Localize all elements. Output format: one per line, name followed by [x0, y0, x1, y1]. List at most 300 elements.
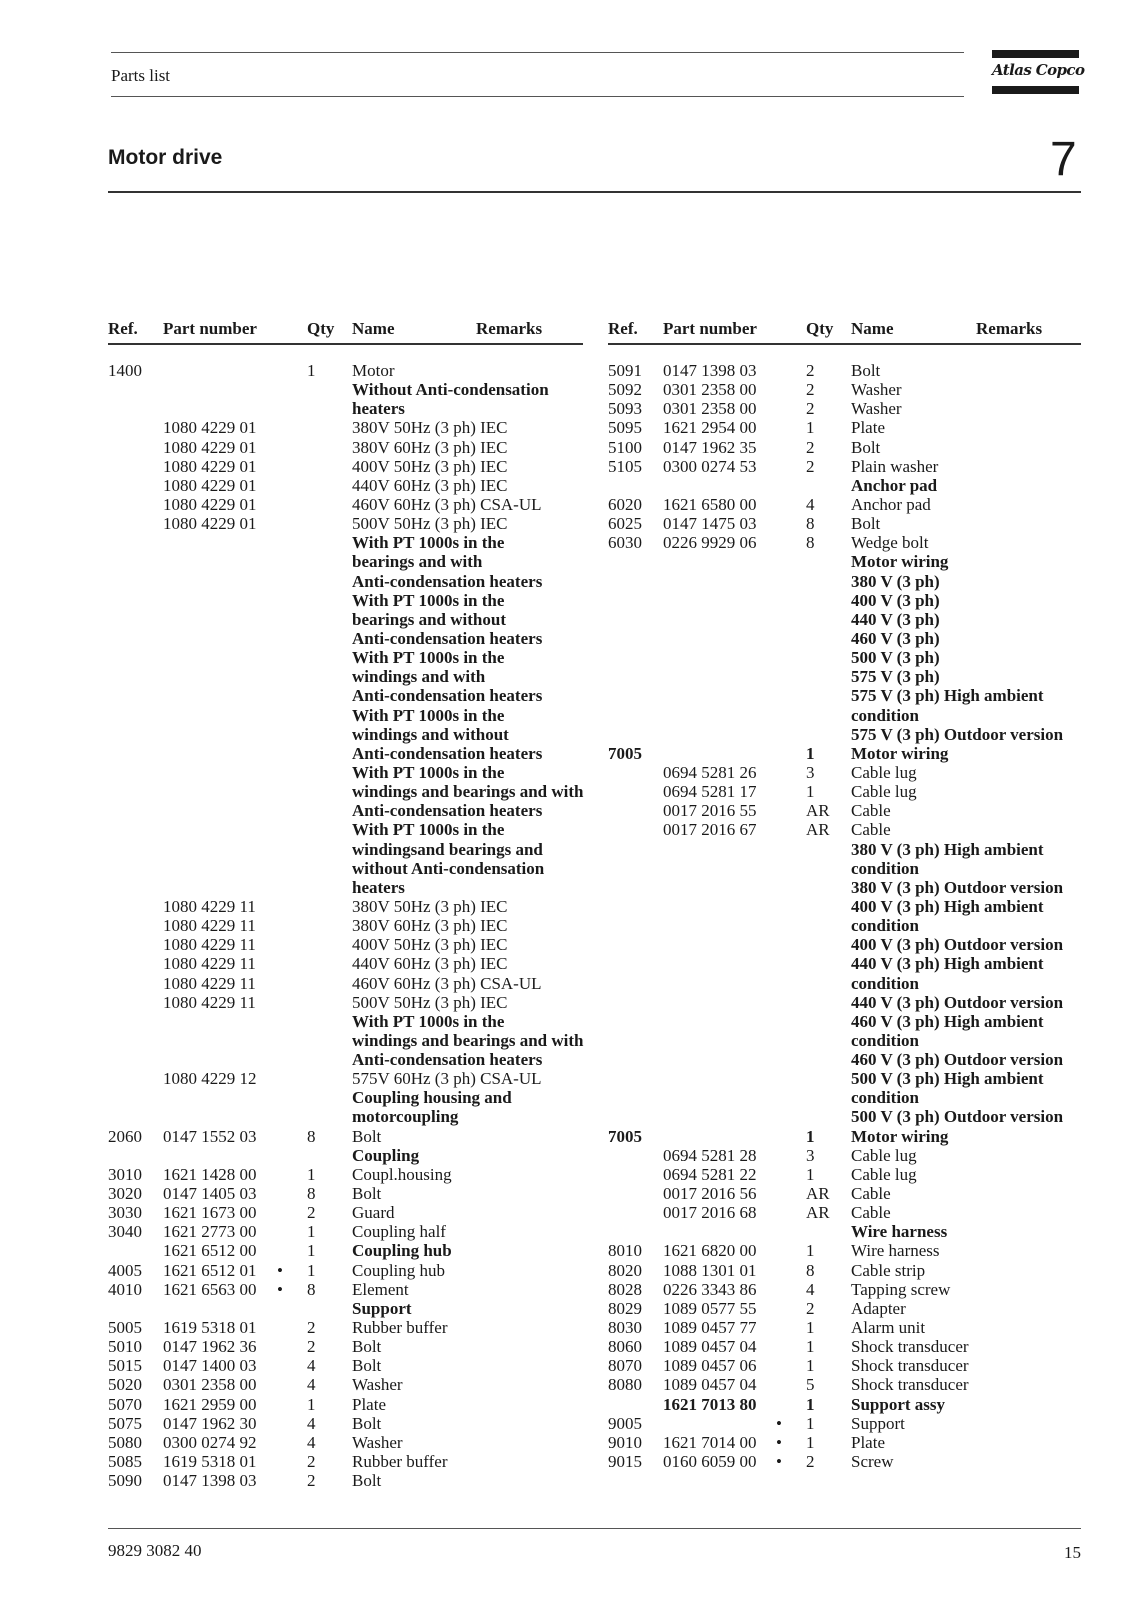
table-row [108, 725, 583, 744]
part-number-cell: 1080 4229 11 [163, 916, 256, 936]
part-number-cell: 0147 1552 03 [163, 1126, 257, 1146]
table-row [608, 706, 1081, 725]
name-cell: 575 V (3 ph) [851, 667, 940, 687]
logo-bar-bottom [992, 86, 1079, 94]
table-row [608, 1433, 1081, 1452]
part-number-cell: 1089 0457 04 [663, 1375, 757, 1395]
table-row [108, 1203, 583, 1222]
name-cell: heaters [352, 877, 405, 897]
name-cell: Rubber buffer [352, 1452, 448, 1472]
header-ref: Ref. [108, 319, 138, 338]
table-row [108, 1395, 583, 1414]
table-row [608, 954, 1081, 973]
name-cell: Cable [851, 801, 891, 821]
table-body [108, 361, 583, 1490]
qty-cell: 1 [307, 1164, 316, 1184]
spare-part-bullet: • [776, 1432, 782, 1452]
table-row [608, 1280, 1081, 1299]
name-cell: Anti-condensation heaters [352, 686, 543, 706]
part-number-cell: 0300 0274 53 [663, 456, 757, 476]
part-number-cell: 0301 2358 00 [663, 380, 757, 400]
brand-logo [992, 50, 1085, 94]
ref-cell: 5095 [608, 418, 642, 438]
name-cell: 440V 60Hz (3 ph) IEC [352, 475, 508, 495]
table-row [108, 495, 583, 514]
qty-cell: 2 [307, 1318, 316, 1338]
name-cell: 380V 50Hz (3 ph) IEC [352, 896, 508, 916]
table-row [608, 1241, 1081, 1260]
name-cell: Anti-condensation heaters [352, 571, 543, 591]
part-number-cell: 1089 0577 55 [663, 1298, 757, 1318]
table-row [108, 782, 583, 801]
name-cell: Cable lug [851, 1164, 917, 1184]
qty-cell: 5 [806, 1375, 815, 1395]
name-cell: With PT 1000s in the [352, 590, 505, 610]
table-row [608, 380, 1081, 399]
qty-cell: 2 [307, 1471, 316, 1491]
ref-cell: 4005 [108, 1260, 142, 1280]
part-number-cell: 1621 7013 80 [663, 1394, 757, 1414]
table-row [608, 1318, 1081, 1337]
name-cell: 400V 50Hz (3 ph) IEC [352, 935, 508, 955]
table-row [608, 1050, 1081, 1069]
name-cell: condition [851, 916, 920, 936]
part-number-cell: 1089 0457 06 [663, 1356, 757, 1376]
qty-cell: 2 [307, 1337, 316, 1357]
table-row [108, 1356, 583, 1375]
table-row [108, 533, 583, 552]
header-rule-top [111, 52, 964, 53]
name-cell: condition [851, 1088, 920, 1108]
qty-cell: 1 [806, 1394, 815, 1414]
name-cell: Motor [352, 361, 395, 380]
table-row [108, 476, 583, 495]
spare-part-bullet: • [776, 1413, 782, 1433]
table-row [608, 591, 1081, 610]
logo-text: Atlas Copco [992, 61, 1085, 79]
part-number-cell: 1621 2773 00 [163, 1222, 257, 1242]
table-row [108, 974, 583, 993]
table-row [108, 418, 583, 437]
part-number-cell: 0147 1398 03 [163, 1471, 257, 1491]
part-number-cell: 1621 2954 00 [663, 418, 757, 438]
qty-cell: 1 [806, 1356, 815, 1376]
table-row [608, 399, 1081, 418]
qty-cell: 8 [307, 1126, 316, 1146]
table-row [108, 629, 583, 648]
part-number-cell: 1089 0457 04 [663, 1337, 757, 1357]
name-cell: With PT 1000s in the [352, 533, 505, 553]
qty-cell: 1 [806, 1413, 815, 1433]
part-number-cell: 1080 4229 11 [163, 973, 256, 993]
name-cell: Rubber buffer [352, 1318, 448, 1338]
name-cell: 500V 50Hz (3 ph) IEC [352, 992, 508, 1012]
ref-cell: 9015 [608, 1452, 642, 1472]
spare-part-bullet: • [776, 1452, 782, 1472]
part-number-cell: 0147 1398 03 [663, 361, 757, 380]
part-number-cell: 0301 2358 00 [663, 399, 757, 419]
part-number-cell: 1621 6563 00 [163, 1279, 257, 1299]
table-row [608, 935, 1081, 954]
table-row [108, 648, 583, 667]
qty-cell: 1 [806, 1241, 815, 1261]
name-cell: Cable lug [851, 1145, 917, 1165]
qty-cell: 4 [307, 1375, 316, 1395]
name-cell: windings and bearings and with [352, 782, 584, 802]
part-number-cell: 0694 5281 28 [663, 1145, 757, 1165]
name-cell: 380V 50Hz (3 ph) IEC [352, 418, 508, 438]
table-row [608, 610, 1081, 629]
page-number: 15 [1064, 1543, 1081, 1562]
footer-rule [108, 1528, 1081, 1529]
qty-cell: 2 [806, 437, 815, 457]
name-cell: condition [851, 1030, 920, 1050]
qty-cell: 1 [307, 361, 316, 380]
name-cell: 500 V (3 ph) High ambient [851, 1069, 1044, 1089]
part-number-cell: 1080 4229 01 [163, 494, 257, 514]
header-remarks: Remarks [976, 319, 1043, 338]
name-cell: bearings and without [352, 609, 506, 629]
part-number-cell: 0226 3343 86 [663, 1279, 757, 1299]
ref-cell: 9010 [608, 1432, 642, 1452]
table-row [108, 1241, 583, 1260]
table-row [108, 1050, 583, 1069]
part-number-cell: 1621 6580 00 [663, 494, 757, 514]
table-row [108, 1299, 583, 1318]
ref-cell: 8060 [608, 1337, 642, 1357]
table-row [108, 954, 583, 973]
table-row [608, 1356, 1081, 1375]
name-cell: Anchor pad [851, 475, 938, 495]
name-cell: bearings and with [352, 552, 483, 572]
table-row [108, 1261, 583, 1280]
name-cell: 500V 50Hz (3 ph) IEC [352, 514, 508, 534]
qty-cell: 3 [806, 762, 815, 782]
name-cell: 460 V (3 ph) [851, 628, 940, 648]
table-row [108, 552, 583, 571]
table-row [608, 859, 1081, 878]
table-row [608, 495, 1081, 514]
ref-cell: 7005 [608, 1126, 642, 1146]
table-header [608, 319, 1081, 343]
part-number-cell: 1621 6512 00 [163, 1241, 257, 1261]
table-row [608, 1012, 1081, 1031]
name-cell: Plate [352, 1394, 386, 1414]
table-row [108, 686, 583, 705]
qty-cell: 4 [806, 494, 815, 514]
name-cell: Cable lug [851, 762, 917, 782]
title-rule [108, 191, 1081, 193]
table-row [108, 667, 583, 686]
table-row [608, 572, 1081, 591]
name-cell: windingsand bearings and [352, 839, 543, 859]
ref-cell: 5005 [108, 1318, 142, 1338]
ref-cell: 8028 [608, 1279, 642, 1299]
header-rule [108, 343, 583, 345]
table-row [108, 1012, 583, 1031]
header-part-number: Part number [663, 319, 757, 338]
part-number-cell: 0301 2358 00 [163, 1375, 257, 1395]
table-row [108, 1146, 583, 1165]
name-cell: Wire harness [851, 1222, 948, 1242]
qty-cell: 1 [307, 1260, 316, 1280]
part-number-cell: 1080 4229 11 [163, 896, 256, 916]
table-row [108, 1069, 583, 1088]
table-row [608, 1031, 1081, 1050]
table-body [608, 361, 1081, 1471]
name-cell: 400 V (3 ph) High ambient [851, 896, 1044, 916]
name-cell: 575V 60Hz (3 ph) CSA-UL [352, 1069, 542, 1089]
ref-cell: 5020 [108, 1375, 142, 1395]
table-row [108, 897, 583, 916]
qty-cell: 1 [806, 418, 815, 438]
ref-cell: 5010 [108, 1337, 142, 1357]
table-row [108, 916, 583, 935]
name-cell: Bolt [352, 1184, 382, 1204]
table-row [608, 897, 1081, 916]
table-row [608, 974, 1081, 993]
header-part-number: Part number [163, 319, 257, 338]
name-cell: Coupling half [352, 1222, 446, 1242]
name-cell: 380 V (3 ph) High ambient [851, 839, 1044, 859]
ref-cell: 8029 [608, 1298, 642, 1318]
ref-cell: 3020 [108, 1184, 142, 1204]
qty-cell: 2 [806, 456, 815, 476]
table-row [108, 744, 583, 763]
name-cell: Wire harness [851, 1241, 940, 1261]
qty-cell: 1 [307, 1222, 316, 1242]
name-cell: Guard [352, 1203, 395, 1223]
name-cell: Tapping screw [851, 1279, 951, 1299]
header-rule [608, 343, 1081, 345]
table-row [608, 1395, 1081, 1414]
part-number-cell: 1621 1673 00 [163, 1203, 257, 1223]
part-number-cell: 1080 4229 01 [163, 437, 257, 457]
table-row [608, 744, 1081, 763]
table-row [108, 1433, 583, 1452]
qty-cell: AR [806, 801, 830, 821]
name-cell: Washer [851, 399, 902, 419]
qty-cell: AR [806, 820, 830, 840]
part-number-cell: 0226 9929 06 [663, 533, 757, 553]
table-row [108, 380, 583, 399]
name-cell: condition [851, 973, 920, 993]
ref-cell: 5070 [108, 1394, 142, 1414]
qty-cell: AR [806, 1184, 830, 1204]
qty-cell: 8 [307, 1279, 316, 1299]
table-row [108, 1280, 583, 1299]
table-row [108, 591, 583, 610]
part-number-cell: 1621 6512 01 [163, 1260, 257, 1280]
header-name: Name [352, 319, 395, 338]
part-number-cell: 0300 0274 92 [163, 1432, 257, 1452]
qty-cell: 2 [806, 399, 815, 419]
table-row [608, 1452, 1081, 1471]
part-number-cell: 1080 4229 12 [163, 1069, 257, 1089]
ref-cell: 5105 [608, 456, 642, 476]
ref-cell: 8080 [608, 1375, 642, 1395]
spare-part-bullet: • [277, 1279, 283, 1299]
table-header [108, 319, 583, 343]
part-number-cell: 1621 7014 00 [663, 1432, 757, 1452]
qty-cell: 1 [806, 1337, 815, 1357]
table-row [608, 1184, 1081, 1203]
part-number-cell: 0694 5281 22 [663, 1164, 757, 1184]
table-row [108, 572, 583, 591]
table-row [108, 1318, 583, 1337]
part-number-cell: 0017 2016 56 [663, 1184, 757, 1204]
header-name: Name [851, 319, 894, 338]
name-cell: Coupling housing and [352, 1088, 512, 1108]
table-row [608, 418, 1081, 437]
name-cell: 500 V (3 ph) Outdoor version [851, 1107, 1064, 1127]
header-qty: Qty [806, 319, 834, 338]
table-row [108, 1337, 583, 1356]
table-row [608, 1165, 1081, 1184]
qty-cell: 4 [806, 1279, 815, 1299]
name-cell: Washer [851, 380, 902, 400]
table-row [108, 993, 583, 1012]
qty-cell: 2 [806, 1452, 815, 1472]
ref-cell: 8020 [608, 1260, 642, 1280]
qty-cell: 4 [307, 1356, 316, 1376]
name-cell: Motor wiring [851, 743, 949, 763]
name-cell: 400 V (3 ph) [851, 590, 940, 610]
table-row [608, 648, 1081, 667]
part-number-cell: 0147 1962 36 [163, 1337, 257, 1357]
name-cell: Bolt [352, 1126, 382, 1146]
name-cell: Plain washer [851, 456, 939, 476]
qty-cell: 8 [806, 1260, 815, 1280]
table-row [108, 457, 583, 476]
name-cell: Cable lug [851, 782, 917, 802]
part-number-cell: 0694 5281 26 [663, 762, 757, 782]
name-cell: Anti-condensation heaters [352, 1050, 543, 1070]
table-row [108, 514, 583, 533]
table-row [608, 667, 1081, 686]
name-cell: Without Anti-condensation [352, 380, 549, 400]
name-cell: Bolt [352, 1413, 382, 1433]
part-number-cell: 1621 6820 00 [663, 1241, 757, 1261]
name-cell: heaters [352, 399, 405, 419]
header-remarks: Remarks [476, 319, 543, 338]
ref-cell: 6020 [608, 494, 642, 514]
ref-cell: 6025 [608, 514, 642, 534]
table-row [608, 993, 1081, 1012]
name-cell: 380 V (3 ph) Outdoor version [851, 877, 1064, 897]
name-cell: 400 V (3 ph) Outdoor version [851, 935, 1064, 955]
name-cell: With PT 1000s in the [352, 1011, 505, 1031]
table-row [108, 1165, 583, 1184]
ref-cell: 3040 [108, 1222, 142, 1242]
ref-cell: 4010 [108, 1279, 142, 1299]
qty-cell: 2 [806, 361, 815, 380]
parts-table-right [608, 319, 1081, 1471]
qty-cell: 1 [806, 1126, 815, 1146]
part-number-cell: 1080 4229 01 [163, 418, 257, 438]
table-row [608, 1375, 1081, 1394]
ref-cell: 5080 [108, 1432, 142, 1452]
table-row [108, 1107, 583, 1126]
part-number-cell: 1621 2959 00 [163, 1394, 257, 1414]
ref-cell: 5075 [108, 1413, 142, 1433]
table-row [608, 686, 1081, 705]
name-cell: Bolt [851, 437, 881, 457]
name-cell: 400V 50Hz (3 ph) IEC [352, 456, 508, 476]
qty-cell: 1 [307, 1241, 316, 1261]
ref-cell: 5015 [108, 1356, 142, 1376]
header-ref: Ref. [608, 319, 638, 338]
table-row [608, 1222, 1081, 1241]
name-cell: 440 V (3 ph) Outdoor version [851, 992, 1064, 1012]
name-cell: Coupling hub [352, 1260, 446, 1280]
part-number-cell: 0017 2016 55 [663, 801, 757, 821]
name-cell: Alarm unit [851, 1318, 926, 1338]
qty-cell: 1 [806, 782, 815, 802]
part-number-cell: 1080 4229 11 [163, 935, 256, 955]
table-row [108, 438, 583, 457]
table-row [608, 763, 1081, 782]
ref-cell: 5091 [608, 361, 642, 380]
table-row [608, 1127, 1081, 1146]
name-cell: windings and bearings and with [352, 1030, 584, 1050]
table-row [608, 1146, 1081, 1165]
table-row [608, 1337, 1081, 1356]
part-number-cell: 1088 1301 01 [663, 1260, 757, 1280]
part-number-cell: 1080 4229 01 [163, 456, 257, 476]
spare-part-bullet: • [277, 1260, 283, 1280]
table-row [608, 1414, 1081, 1433]
name-cell: Cable [851, 1184, 891, 1204]
ref-cell: 5093 [608, 399, 642, 419]
parts-table-left [108, 319, 583, 1490]
doc-label: Parts list [111, 66, 171, 85]
table-row [608, 1069, 1081, 1088]
name-cell: With PT 1000s in the [352, 762, 505, 782]
table-row [608, 840, 1081, 859]
qty-cell: 3 [806, 1145, 815, 1165]
table-row [608, 725, 1081, 744]
name-cell: motorcoupling [352, 1107, 459, 1127]
name-cell: 440V 60Hz (3 ph) IEC [352, 954, 508, 974]
part-number-cell: 1619 5318 01 [163, 1318, 257, 1338]
name-cell: Washer [352, 1375, 403, 1395]
ref-cell: 2060 [108, 1126, 142, 1146]
ref-cell: 5090 [108, 1471, 142, 1491]
name-cell: windings and with [352, 667, 486, 687]
name-cell: Plate [851, 1432, 885, 1452]
table-row [108, 935, 583, 954]
table-row [608, 1088, 1081, 1107]
table-row [108, 1375, 583, 1394]
qty-cell: 1 [806, 1432, 815, 1452]
table-row [108, 1184, 583, 1203]
table-row [108, 1471, 583, 1490]
name-cell: Motor wiring [851, 552, 949, 572]
name-cell: 380V 60Hz (3 ph) IEC [352, 437, 508, 457]
name-cell: windings and without [352, 724, 509, 744]
qty-cell: 4 [307, 1432, 316, 1452]
table-row [108, 763, 583, 782]
name-cell: Bolt [851, 514, 881, 534]
name-cell: 440 V (3 ph) High ambient [851, 954, 1044, 974]
table-row [608, 878, 1081, 897]
ref-cell: 9005 [608, 1413, 642, 1433]
table-row [608, 361, 1081, 380]
name-cell: Adapter [851, 1298, 906, 1318]
part-number-cell: 1080 4229 11 [163, 992, 256, 1012]
qty-cell: 1 [806, 1164, 815, 1184]
